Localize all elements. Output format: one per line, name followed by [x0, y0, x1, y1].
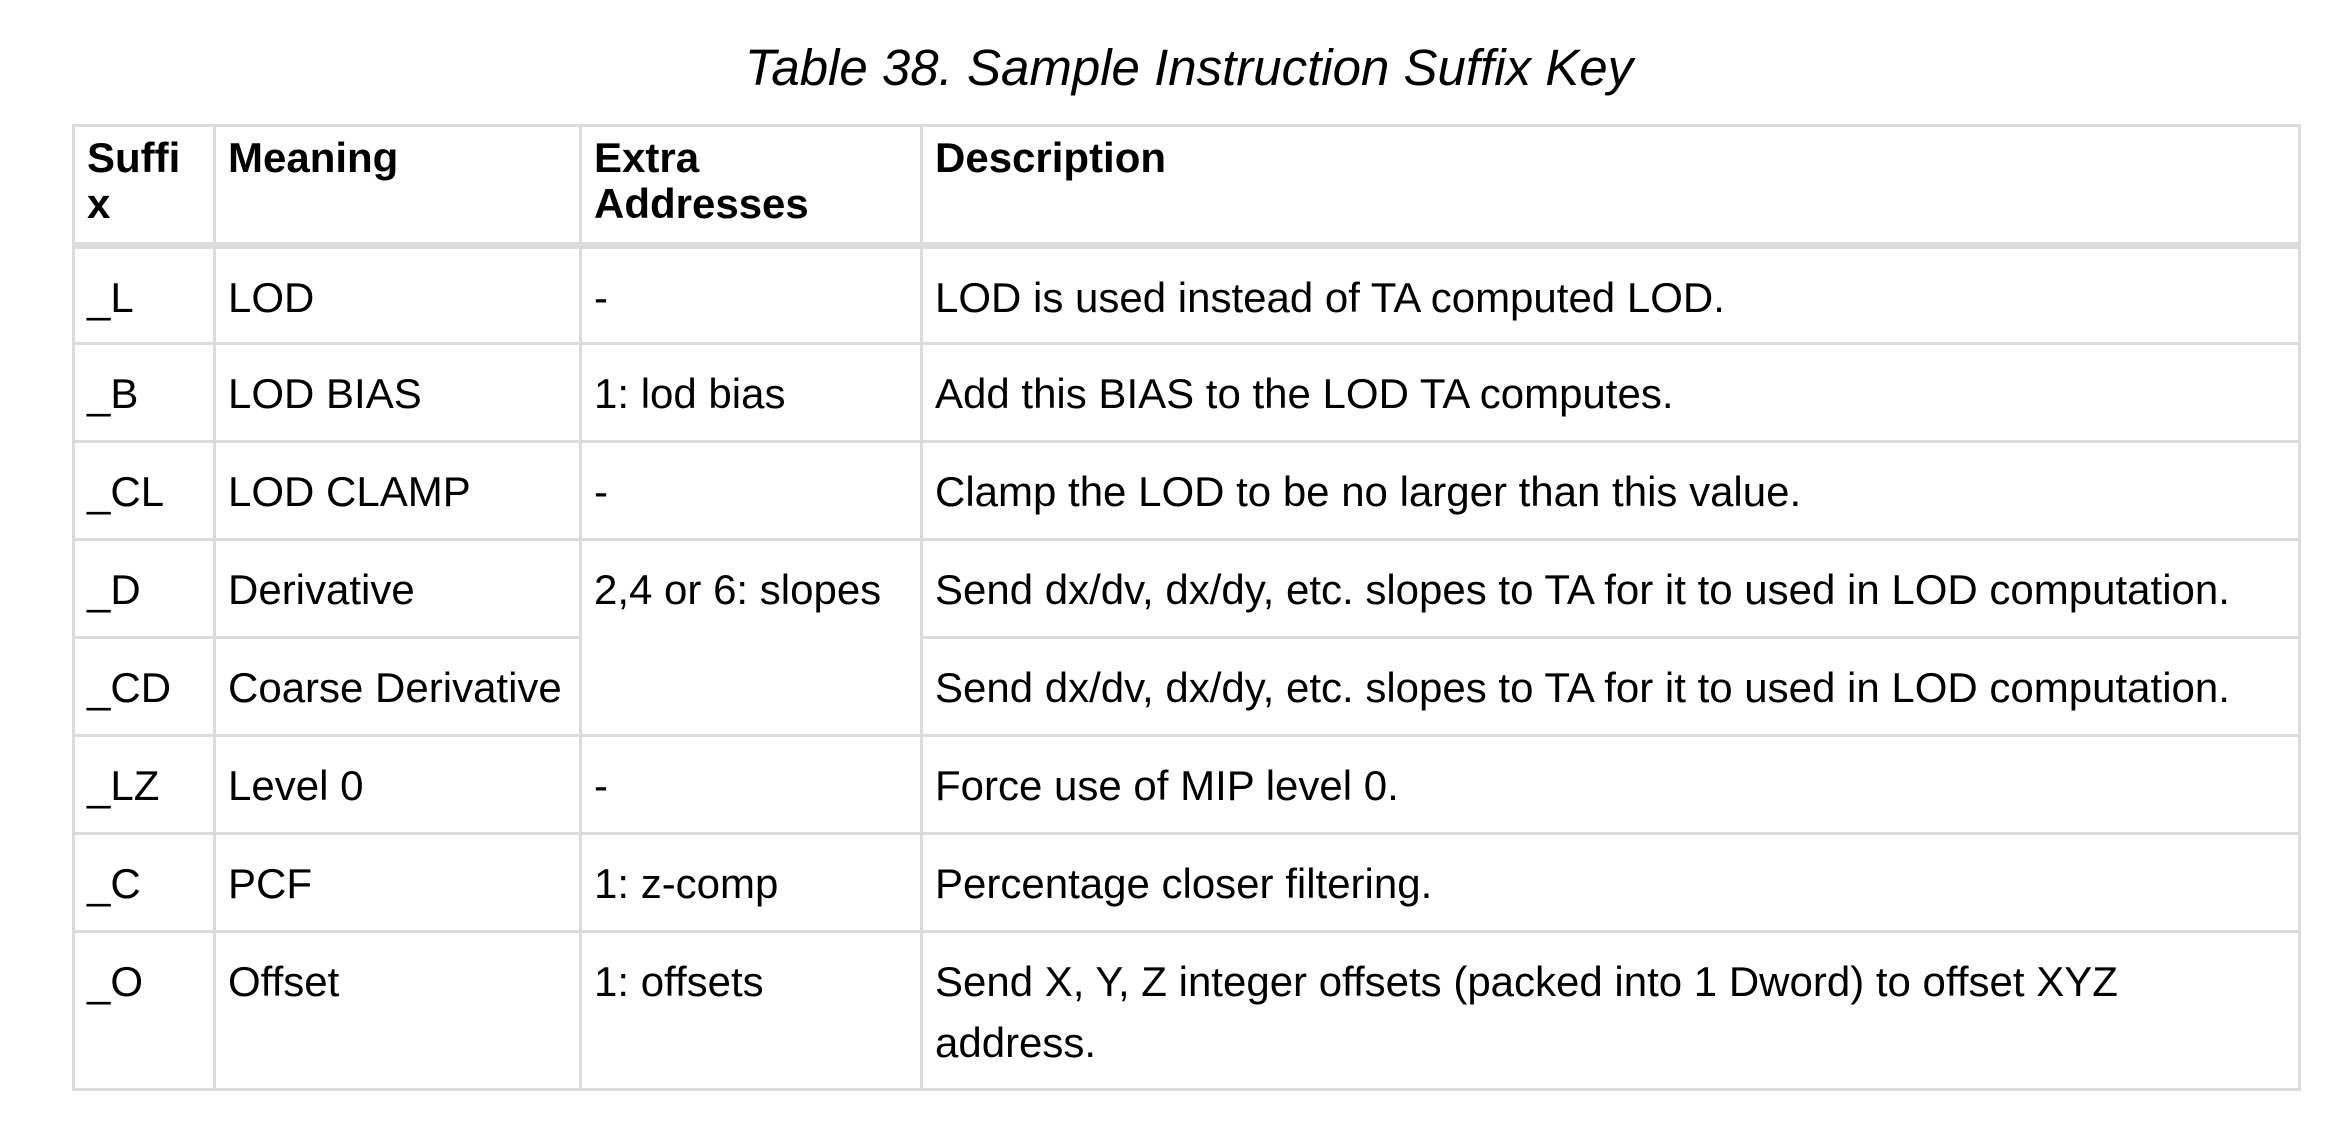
table-row [74, 932, 2300, 1090]
cell-extra-addresses: 1: z-comp [581, 834, 922, 932]
cell-description: Add this BIAS to the LOD TA computes. [922, 344, 2300, 442]
table-row [74, 736, 2300, 834]
cell-description: Clamp the LOD to be no larger than this value. [922, 442, 2300, 540]
cell-meaning: PCF [215, 834, 581, 932]
cell-meaning: Coarse Derivative [215, 638, 581, 736]
cell-suffix: _O [74, 932, 215, 1090]
cell-extra-addresses: - [581, 442, 922, 540]
table-caption: Table 38. Sample Instruction Suffix Key [744, 39, 1634, 96]
cell-meaning: LOD CLAMP [215, 442, 581, 540]
cell-extra-addresses: 1: offsets [581, 932, 922, 1090]
cell-suffix: _CL [74, 442, 215, 540]
table-row [74, 246, 2300, 344]
cell-suffix: _CD [74, 638, 215, 736]
table-row [74, 638, 2300, 736]
cell-description: Percentage closer filtering. [922, 834, 2300, 932]
cell-extra-addresses: 2,4 or 6: slopes [581, 540, 922, 736]
cell-meaning: Level 0 [215, 736, 581, 834]
cell-meaning: LOD BIAS [215, 344, 581, 442]
header-extra-addresses: Extra Addresses [581, 126, 922, 246]
header-row [74, 126, 2300, 246]
cell-description: LOD is used instead of TA computed LOD. [922, 246, 2300, 344]
suffix-key-table [72, 124, 2301, 1091]
cell-suffix: _D [74, 540, 215, 638]
cell-suffix: _B [74, 344, 215, 442]
cell-meaning: Derivative [215, 540, 581, 638]
table-row [74, 834, 2300, 932]
header-meaning: Meaning [215, 126, 581, 246]
cell-extra-addresses: 1: lod bias [581, 344, 922, 442]
cell-meaning: Offset [215, 932, 581, 1090]
header-description: Description [922, 126, 2300, 246]
cell-suffix: _C [74, 834, 215, 932]
table-row [74, 540, 2300, 638]
cell-description: Send X, Y, Z integer offsets (packed into 1 Dword) to offset XYZ address. [922, 932, 2300, 1090]
cell-suffix: _L [74, 246, 215, 344]
cell-suffix: _LZ [74, 736, 215, 834]
cell-description: Send dx/dv, dx/dy, etc. slopes to TA for it to used in LOD computation. [922, 540, 2300, 638]
cell-extra-addresses: - [581, 246, 922, 344]
cell-extra-addresses: - [581, 736, 922, 834]
cell-description: Force use of MIP level 0. [922, 736, 2300, 834]
table-row [74, 442, 2300, 540]
cell-meaning: LOD [215, 246, 581, 344]
cell-description: Send dx/dv, dx/dy, etc. slopes to TA for it to used in LOD computation. [922, 638, 2300, 736]
table-row [74, 344, 2300, 442]
header-suffix: Suffix [74, 126, 215, 246]
